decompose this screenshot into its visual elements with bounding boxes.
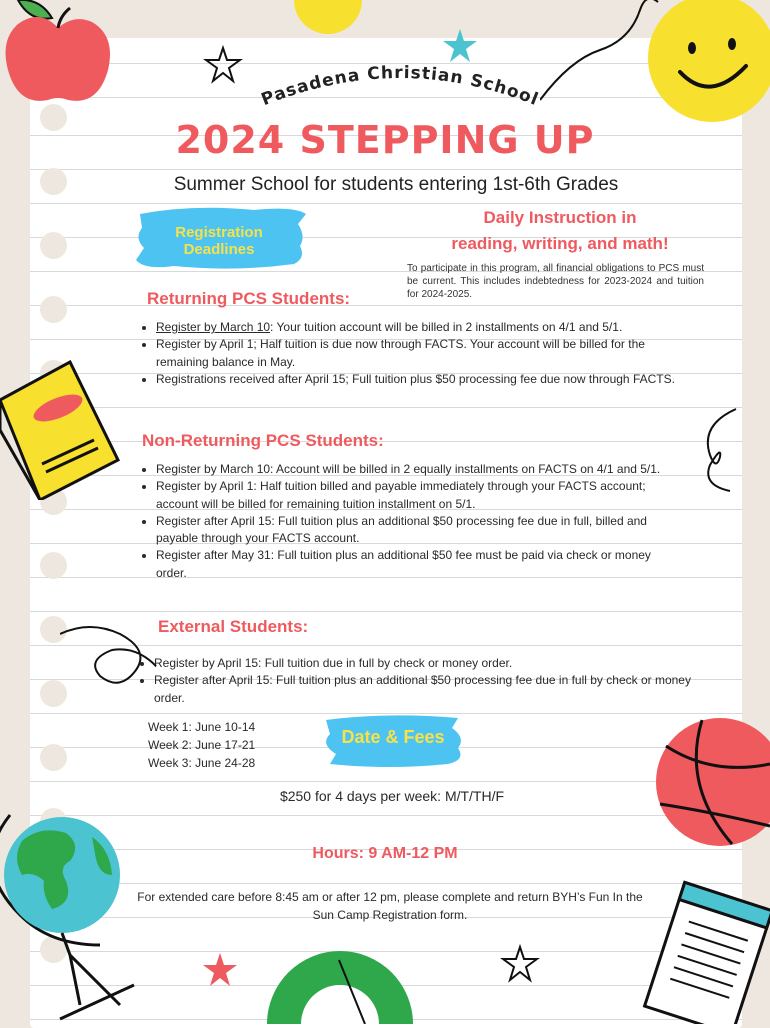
- registration-badge: [134, 224, 304, 258]
- list-item: [156, 371, 686, 388]
- apple-icon: [0, 0, 120, 110]
- week-item: Week 1: June 10-14: [148, 720, 256, 734]
- star-icon: [203, 45, 243, 85]
- registration-badge-line1: Registration: [175, 224, 263, 241]
- list-item: • Register after May 31: Full tuition plus an additional $50 fee must be paid via check or money order.: [156, 547, 681, 582]
- squiggle-icon: [700, 405, 750, 495]
- protractor-icon: [265, 940, 415, 1024]
- school-name-arc: [250, 50, 550, 120]
- financial-notice: To participate in this program, all financial obligations to PCS must be current. This includes indebtedness for 2023-2024 and tuition for 2024-2025.: [407, 263, 704, 300]
- binder-hole: [40, 744, 67, 771]
- list-item-text: : Your tuition account will be billed in 2 installments on 4/1 and 5/1.: [270, 320, 623, 334]
- swirl-icon: [60, 620, 160, 700]
- binder-hole: [40, 552, 67, 579]
- non-returning-list: [138, 461, 681, 582]
- extended-care-text: For extended care before 8:45 am or after 12 pm, please complete and return BYH’s Fun In the Sun Camp Registration form.: [137, 890, 643, 922]
- sun-icon: [292, 0, 364, 36]
- subtitle: Summer School for students entering 1st-6th Grades: [173, 174, 619, 195]
- school-name: Pasadena Christian School: [258, 62, 542, 111]
- week-item: Week 2: June 17-21: [148, 738, 256, 752]
- list-item: • Register after April 15: Full tuition plus an additional $50 processing fee due in full, billed and payable through your FACTS account.: [156, 513, 681, 548]
- daily-instruction-line1: Daily Instruction in: [483, 208, 637, 227]
- daily-instruction: [430, 205, 690, 257]
- list-item: [156, 319, 686, 336]
- notepad-icon: [640, 880, 770, 1024]
- date-fees-badge: Date & Fees: [341, 727, 445, 747]
- binder-hole: [40, 232, 67, 259]
- external-heading: External Students:: [158, 617, 309, 636]
- non-returning-heading: Non-Returning PCS Students:: [142, 431, 384, 450]
- book-icon: [0, 360, 120, 500]
- list-item: • Register by April 15: Full tuition due in full by check or money order.: [154, 655, 694, 672]
- daily-instruction-line2: reading, writing, and math!: [451, 234, 669, 253]
- registration-badge-line2: Deadlines: [183, 241, 255, 258]
- star-icon: [500, 944, 540, 984]
- list-item: • Register after April 15: Full tuition plus an additional $50 processing fee due in full by check or money order.: [154, 672, 694, 707]
- swirl-icon: [540, 0, 660, 110]
- page-title: 2024 STEPPING UP: [175, 118, 595, 162]
- hours-text: Hours: 9 AM-12 PM: [312, 845, 458, 862]
- svg-text:Pasadena Christian School: [259, 63, 542, 110]
- list-item-text: Registrations received after April 15; Full tuition plus $50 processing fee due now through FACTS.: [156, 371, 675, 386]
- star-icon: [200, 950, 240, 990]
- weeks-list: [148, 718, 255, 772]
- globe-icon: [0, 805, 140, 1024]
- week-item: Week 3: June 24-28: [148, 756, 256, 770]
- list-item: [156, 336, 686, 371]
- returning-list: [138, 319, 686, 388]
- list-item: • Register by April 1: Half tuition billed and payable immediately through your FACTS account; account will be billed for remaining tuition installment on 5/1.: [156, 478, 681, 513]
- list-item: • Register by March 10: Account will be billed in 2 equally installments on FACTS on 4/1 and 5/1.: [156, 461, 681, 478]
- external-list: [136, 655, 694, 707]
- binder-hole: [40, 296, 67, 323]
- returning-heading: Returning PCS Students:: [147, 289, 351, 308]
- list-item-text: Register by April 1; Half tuition is due now through FACTS. Your account will be billed for the remaining balance in May.: [156, 337, 645, 369]
- basketball-icon: [652, 716, 770, 848]
- list-item-lead: Register by March 10: [156, 320, 271, 334]
- price-text: $250 for 4 days per week: M/T/TH/F: [279, 788, 505, 804]
